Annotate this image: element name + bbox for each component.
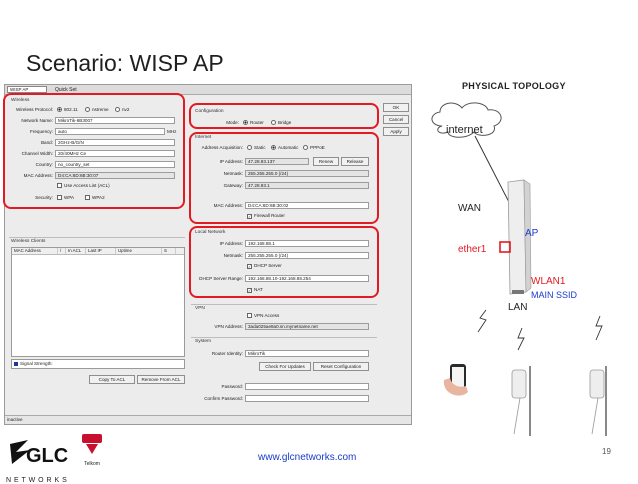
clients-group-label: Wireless Clients (11, 239, 46, 244)
local-network-highlight-box (189, 226, 379, 298)
wireless-protocol-label: Wireless Protocol: (15, 107, 53, 112)
cpe-device-icon (590, 366, 606, 436)
page-number: 19 (602, 447, 611, 456)
internet-netmask-value: 255.255.255.0 (/24) (245, 170, 369, 177)
topology-diagram (420, 96, 634, 442)
vpn-group-label: VPN (195, 306, 205, 311)
wireless-highlight-box (3, 93, 185, 209)
network-name-input[interactable]: MikroTik-6B3007 (55, 117, 175, 124)
wlan1-label: WLAN1 (531, 276, 566, 287)
confirm-password-label: Confirm Password: (204, 396, 243, 401)
dhcp-range-input[interactable]: 192.168.88.10-192.168.88.254 (245, 275, 369, 282)
acq-radio-automatic[interactable]: Automatic (271, 145, 298, 150)
svg-text:GLC: GLC (26, 445, 69, 467)
smartphone-icon (444, 364, 468, 396)
local-network-group-label: Local Network (195, 230, 226, 235)
mode-radio-bridge[interactable]: Bridge (271, 120, 291, 125)
clients-table[interactable] (11, 247, 185, 357)
wan-label: WAN (458, 203, 481, 214)
remove-from-acl-button[interactable]: Remove From ACL (137, 375, 185, 384)
cancel-button[interactable]: Cancel (383, 115, 409, 124)
internet-netmask-label: Netmask: (223, 171, 243, 176)
apply-button[interactable]: Apply (383, 127, 409, 136)
checkmark-icon: ✓ (248, 264, 252, 269)
internet-ip-label: IP Address: (219, 159, 243, 164)
address-acquisition-label: Address Acquisition: (201, 145, 243, 150)
mode-radio-router[interactable]: Router (243, 120, 264, 125)
reset-configuration-button[interactable]: Reset Configuration (313, 362, 369, 371)
gateway-label: Gateway: (223, 183, 243, 188)
ether1-port-box (500, 242, 510, 252)
col-uptime[interactable]: Uptime (116, 248, 162, 254)
security-label: Security: (35, 195, 53, 200)
local-ip-label: IP Address: (219, 241, 243, 246)
band-select[interactable]: 2GHz-B/G/N (55, 139, 175, 146)
nat-checkbox[interactable]: ✓ NAT (248, 287, 263, 293)
use-acl-checkbox[interactable]: Use Access List (ACL) (57, 183, 110, 188)
dhcp-range-label: DHCP Server Range: (199, 276, 243, 281)
local-netmask-select[interactable]: 255.255.255.0 (/24) (245, 252, 369, 259)
vpn-address-value: 3ada025ae8a0.sn.mynetname.net (245, 323, 369, 330)
local-ip-input[interactable]: 192.168.88.1 (245, 240, 369, 247)
protocol-radio-nv2[interactable]: nv2 (115, 107, 129, 112)
config-mode-label: Mode: (226, 120, 239, 125)
password-label: Password: (221, 384, 243, 389)
country-select[interactable]: no_country_set (55, 161, 175, 168)
wireless-group-label: Wireless (11, 98, 30, 103)
signal-strength-bar: Signal Strength: (11, 359, 185, 369)
confirm-password-input[interactable] (245, 395, 369, 402)
internet-highlight-box (189, 132, 379, 224)
quick-set-window (4, 84, 412, 425)
main-ssid-label: MAIN SSID (531, 290, 578, 300)
system-group-label: System (195, 339, 211, 344)
network-name-label: Network Name: (21, 118, 53, 123)
ok-button[interactable]: OK (383, 103, 409, 112)
slide-title: Scenario: WISP AP (26, 50, 224, 76)
firewall-router-checkbox[interactable]: ✓ Firewall Router (248, 213, 285, 219)
configuration-highlight-box (189, 103, 379, 129)
internet-mac-label: MAC Address: (213, 203, 243, 208)
telkom-logo (82, 434, 102, 467)
frequency-unit: MHz (167, 129, 177, 134)
renew-button[interactable]: Renew (313, 157, 339, 166)
internet-mac-input[interactable]: D4:CA:6D:6B:30:02 (245, 202, 369, 209)
col-signal[interactable]: S (162, 248, 176, 254)
copy-to-acl-button[interactable]: Copy To ACL (89, 375, 135, 384)
topology-title: PHYSICAL TOPOLOGY (462, 81, 566, 91)
vpn-access-checkbox[interactable]: VPN Access (247, 313, 279, 318)
password-input[interactable] (245, 383, 369, 390)
mode-select[interactable]: WISP AP (7, 86, 47, 93)
security-wpa-checkbox[interactable]: WPA (57, 195, 74, 200)
check-updates-button[interactable]: Check For Updates (259, 362, 311, 371)
wireless-mac-label: MAC Address: (23, 173, 53, 178)
clients-separator (9, 237, 185, 238)
frequency-label: Frequency: (30, 129, 53, 134)
lan-label: LAN (508, 302, 528, 313)
clients-table-header (12, 248, 184, 255)
security-wpa2-checkbox[interactable]: WPA2 (85, 195, 105, 200)
router-identity-input[interactable]: MikroTik (245, 350, 369, 357)
channel-width-label: Channel Width: (21, 151, 53, 156)
dhcp-server-checkbox[interactable]: ✓ DHCP Server (248, 263, 282, 269)
internet-group-label: Internet (195, 135, 212, 140)
glc-logo-icon (6, 438, 78, 476)
ap-label: AP (525, 228, 539, 239)
protocol-radio-80211[interactable]: 802.11 (57, 107, 78, 112)
acq-radio-static[interactable]: Static (247, 145, 266, 150)
wireless-mac-value: D4:CA:6D:6B:30:07 (55, 172, 175, 179)
band-label: Band: (40, 140, 53, 145)
local-netmask-label: Netmask: (223, 253, 243, 258)
checkmark-icon: ✓ (248, 214, 252, 219)
checkmark-icon: ✓ (248, 288, 252, 293)
checkbox-icon (247, 313, 252, 318)
telkom-logo-icon (82, 434, 102, 456)
window-caption: Quick Set (55, 87, 77, 93)
glc-logo-text: N E T W O R K S (6, 477, 68, 484)
country-label: Country: (35, 162, 53, 167)
vpn-address-label: VPN Address: (214, 324, 243, 329)
col-mac-address[interactable]: MAC Address (12, 248, 58, 254)
internet-ip-value: 47.28.93.137 (245, 158, 309, 165)
footer-website-link[interactable]: www.glcnetworks.com (258, 452, 357, 463)
internet-label: internet (446, 124, 483, 136)
wan-link-line (475, 136, 512, 208)
ether1-label: ether1 (458, 244, 487, 255)
cpe-device-icon (512, 366, 530, 436)
vpn-separator (191, 304, 377, 305)
signal-icon (14, 362, 18, 366)
col-sort[interactable]: / (58, 248, 66, 254)
release-button[interactable]: Release (341, 157, 369, 166)
glc-networks-logo (6, 438, 78, 484)
configuration-group-label: Configuration (195, 109, 224, 114)
channel-width-select[interactable]: 20/40MHz Ce (55, 150, 175, 157)
col-last-ip[interactable]: Last IP (86, 248, 116, 254)
acq-radio-pppoe[interactable]: PPPoE (303, 145, 325, 150)
wireless-signal-icon (478, 310, 602, 350)
telkom-logo-text: Telkom (84, 461, 100, 467)
system-separator (191, 337, 377, 338)
router-identity-label: Router Identity: (211, 351, 243, 356)
frequency-select[interactable]: auto (55, 128, 165, 135)
gateway-value: 47.28.93.1 (245, 182, 369, 189)
protocol-radio-nstreme[interactable]: nstreme (85, 107, 109, 112)
col-in-acl[interactable]: In ACL (66, 248, 86, 254)
status-bar: inactive (5, 415, 411, 424)
